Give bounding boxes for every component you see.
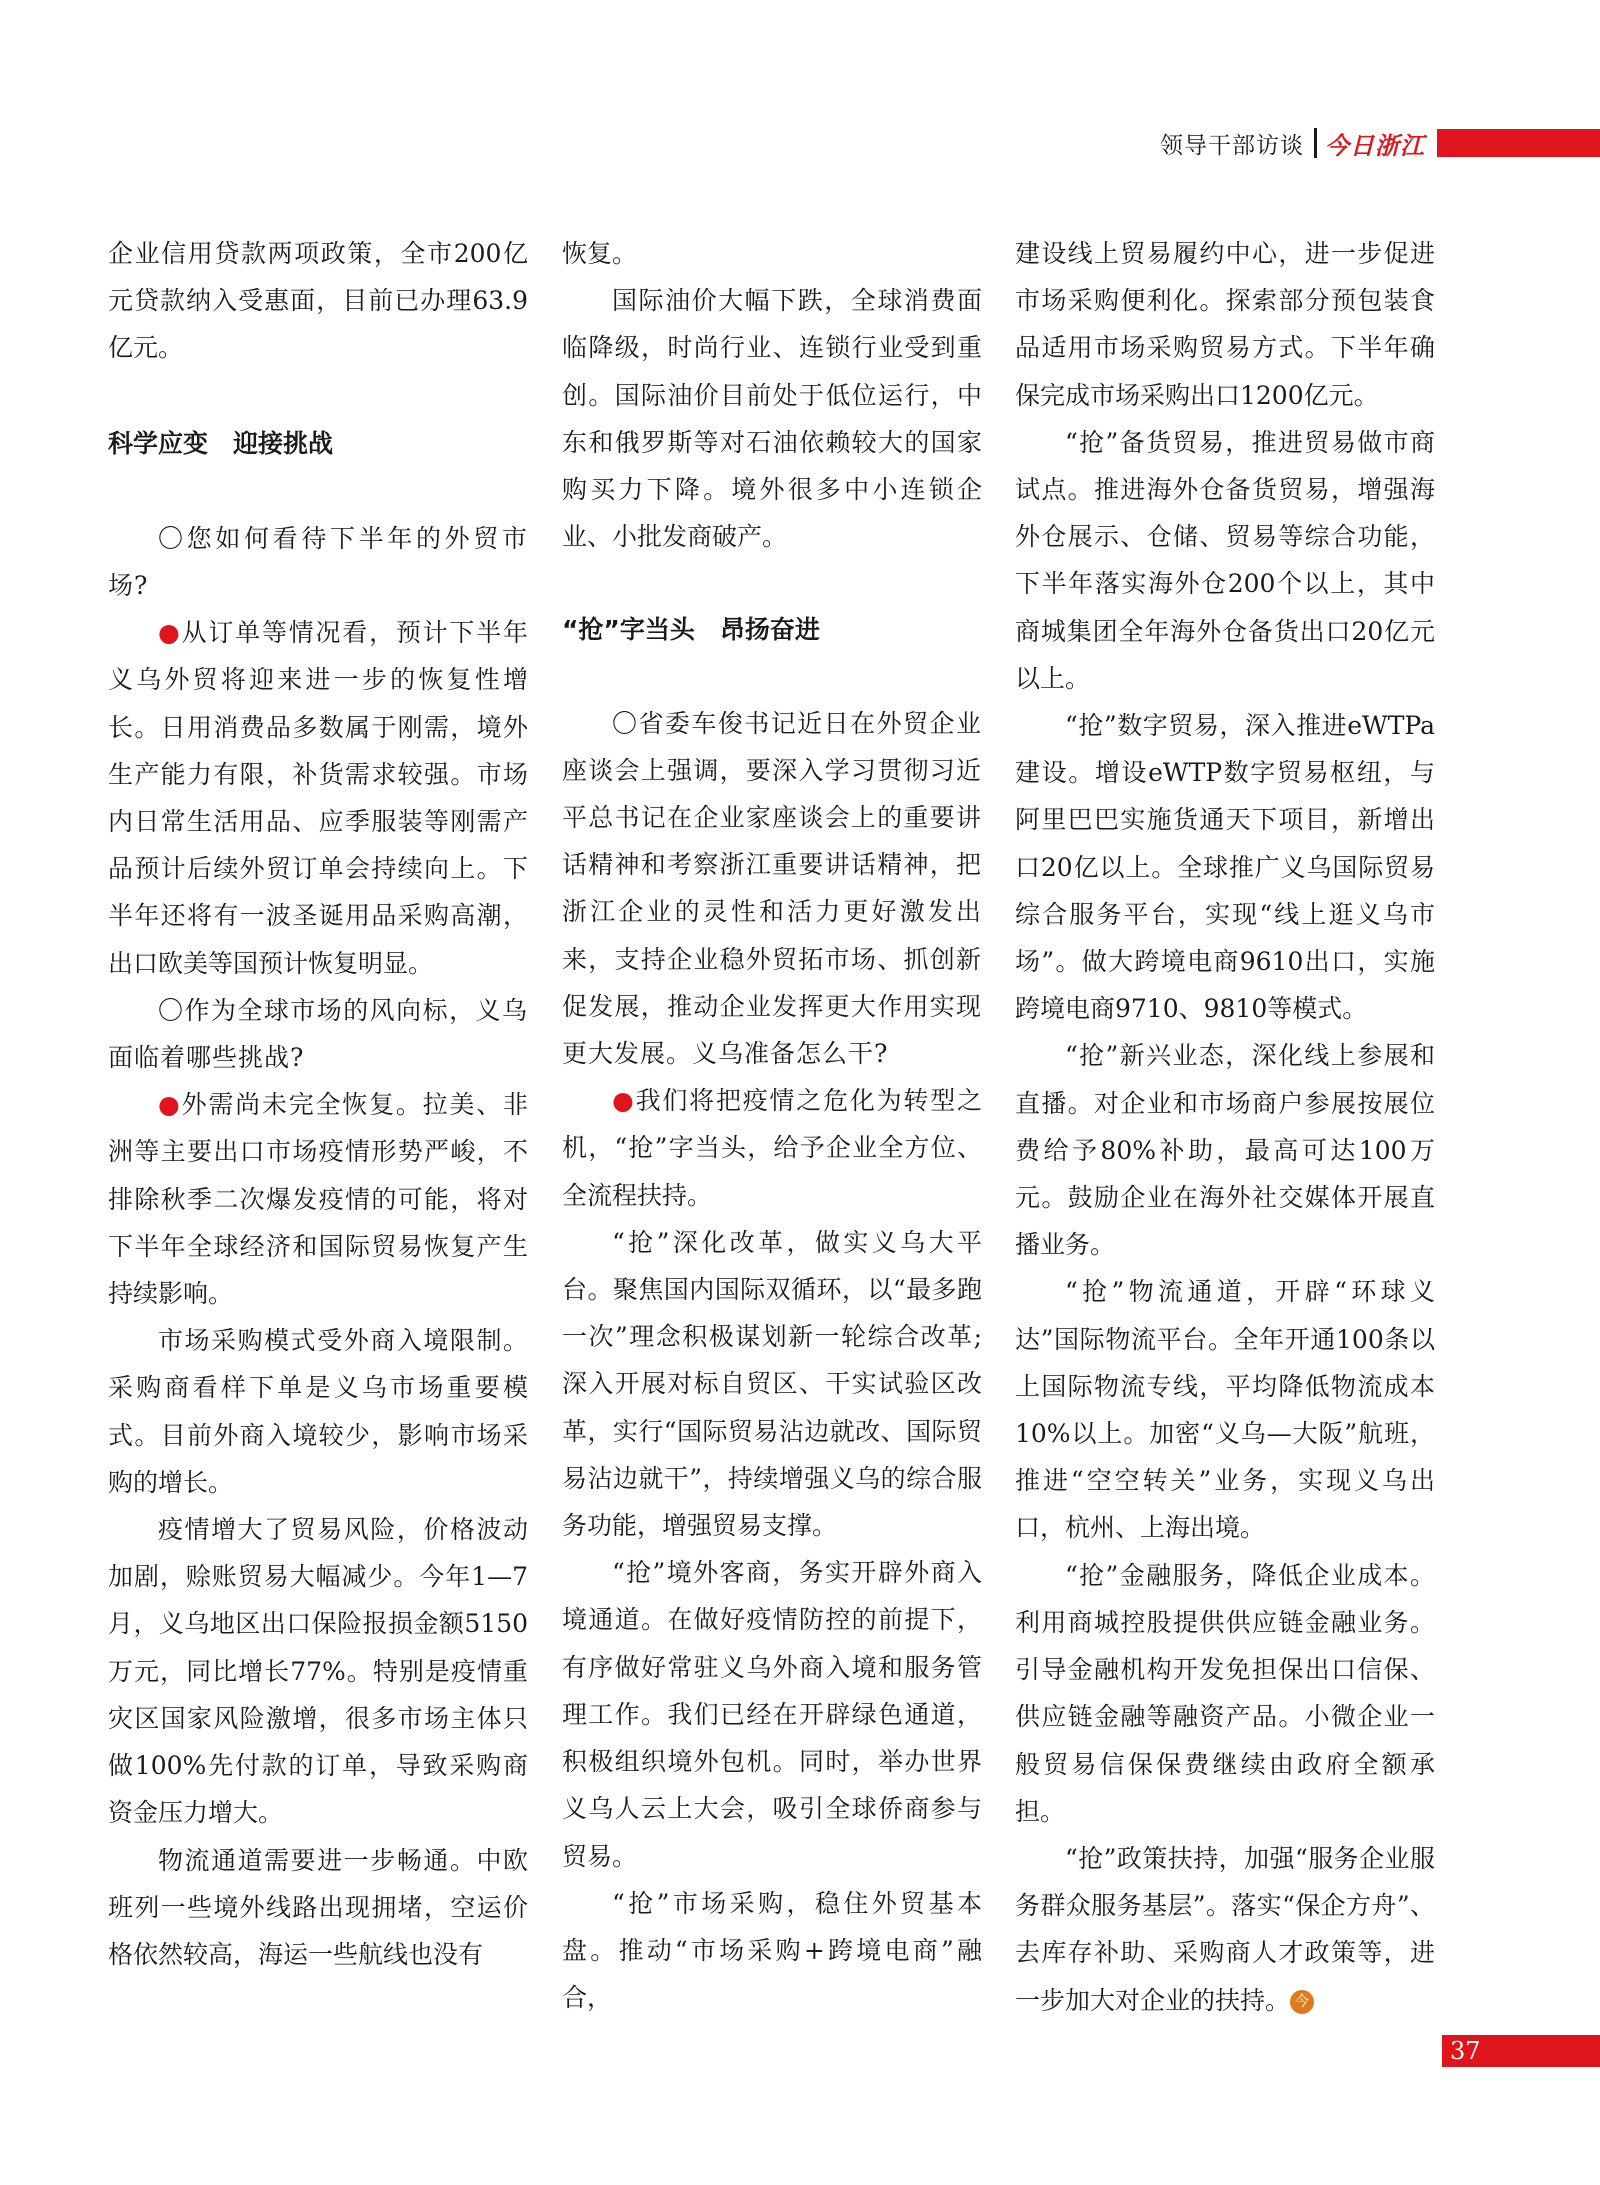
- page-number: 37: [1450, 2037, 1481, 2065]
- section-heading: 科学应变 迎接挑战: [108, 428, 334, 458]
- paragraph-text: “抢”政策扶持，加强“服务企业服务群众服务基层”。落实“保企方舟”、去库存补助、采购商人才政策等，进一步加大对企业的扶持。: [1015, 1843, 1435, 2015]
- column-1: [108, 230, 528, 1978]
- paragraph: “抢”备货贸易，推进贸易做市商试点。推进海外仓备货贸易，增强海外仓展示、仓储、贸易等综合功能，下半年落实海外仓200个以上，其中商城集团全年海外仓备货出口20亿元以上。: [1015, 427, 1435, 693]
- paragraph: 物流通道需要进一步畅通。中欧班列一些境外线路出现拥堵，空运价格依然较高，海运一些航线也没有: [108, 1845, 528, 1969]
- paragraph: “抢”新兴业态，深化线上参展和直播。对企业和市场商户参展按展位费给予80%补助，最高可达100万元。鼓励企业在海外社交媒体开展直播业务。: [1015, 1041, 1435, 1260]
- header-red-bar: [1437, 129, 1600, 157]
- paragraph: “抢”境外客商，务实开辟外商入境通道。在做好疫情防控的前提下，有序做好常驻义乌外商入境和服务管理工作。我们已经在开辟绿色通道，积极组织境外包机。同时，举办世界义乌人云上大会，吸引全球侨商参与贸易。: [562, 1558, 982, 1871]
- paragraph: “抢”金融服务，降低企业成本。利用商城控股提供供应链金融业务。引导金融机构开发免担保出口信保、供应链金融等融资产品。小微企业一般贸易信保保费继续由政府全额承担。: [1015, 1560, 1435, 1826]
- header-divider: [1314, 128, 1317, 158]
- paragraph: 市场采购模式受外商入境限制。采购商看样下单是义乌市场重要模式。目前外商入境较少，影响市场采购的增长。: [108, 1326, 528, 1497]
- paragraph: 恢复。: [562, 239, 638, 268]
- article-end-icon: 今: [1290, 1990, 1314, 2014]
- paragraph: 国际油价大幅下跌，全球消费面临降级，时尚行业、连锁行业受到重创。国际油价目前处于低位运行，中东和俄罗斯等对石油依赖较大的国家购买力下降。境外很多中小连锁企业、小批发商破产。: [562, 286, 982, 552]
- answer-text: 我们将把疫情之危化为转型之机，“抢”字当头，给予企业全方位、全流程扶持。: [562, 1086, 982, 1210]
- paragraph: “抢”物流通道，开辟“环球义达”国际物流平台。全年开通100条以上国际物流专线，平均降低物流成本10%以上。加密“义乌—大阪”航班，推进“空空转关”业务，实现义乌出口，杭州、上海出境。: [1015, 1277, 1435, 1543]
- paragraph: “抢”数字贸易，深入推进eWTPa建设。增设eWTP数字贸易枢纽，与阿里巴巴实施货通天下项目，新增出口20亿以上。全球推广义乌国际贸易综合服务平台，实现“线上逛义乌市场”。做大跨境电商9610出口，实施跨境电商9710、9810等模式。: [1015, 711, 1435, 1024]
- column-3: [1015, 230, 1435, 2024]
- paragraph: [1015, 1835, 1435, 2024]
- interview-answer: [108, 609, 528, 987]
- paragraph: 疫情增大了贸易风险，价格波动加剧，赊账贸易大幅减少。今年1—7月，义乌地区出口保险报损金额5150万元，同比增长77%。特别是疫情重灾区国家风险激增，很多市场主体只做100%先付款的订单，导致采购商资金压力增大。: [108, 1515, 528, 1828]
- section-label: 领导干部访谈: [1160, 132, 1304, 159]
- column-2: [562, 230, 982, 2021]
- interview-question: 〇您如何看待下半年的外贸市场?: [108, 523, 528, 601]
- running-header: [1160, 126, 1600, 160]
- interview-question: 〇作为全球市场的风向标，义乌面临着哪些挑战?: [108, 995, 528, 1073]
- paragraph: 企业信用贷款两项政策，全市200亿元贷款纳入受惠面，目前已办理63.9亿元。: [108, 239, 528, 363]
- page-number-bar: [1442, 2035, 1600, 2067]
- interview-answer: [562, 1077, 982, 1219]
- paragraph: “抢”深化改革，做实义乌大平台。聚焦国内国际双循环，以“最多跑一次”理念积极谋划新一轮综合改革;深入开展对标自贸区、干实试验区改革，实行“国际贸易沾边就改、国际贸易沾边就干”，持续增强义乌的综合服务功能，增强贸易支撑。: [562, 1227, 982, 1541]
- interview-question: 〇省委车俊书记近日在外贸企业座谈会上强调，要深入学习贯彻习近平总书记在企业家座谈会上的重要讲话精神和考察浙江重要讲话精神，把浙江企业的灵性和活力更好激发出来，支持企业稳外贸拓市场、抓创新促发展，推动企业发挥更大作用实现更大发展。义乌准备怎么干?: [562, 708, 982, 1069]
- interview-answer: [108, 1081, 528, 1317]
- magazine-logo: 今日浙江: [1325, 130, 1425, 160]
- paragraph: “抢”市场采购，稳住外贸基本盘。推动“市场采购+跨境电商”融合，: [562, 1888, 982, 2013]
- answer-text: 从订单等情况看，预计下半年义乌外贸将迎来进一步的恢复性增长。日用消费品多数属于刚需，境外生产能力有限，补货需求较强。市场内日常生活用品、应季服装等刚需产品预计后续外贸订单会持续向上。下半年还将有一波圣诞用品采购高潮，出口欧美等国预计恢复明显。: [108, 618, 528, 978]
- section-heading: “抢”字当头 昂扬奋进: [562, 615, 820, 645]
- answer-bullet-icon: ●: [612, 1086, 636, 1116]
- paragraph: 建设线上贸易履约中心，进一步促进市场采购便利化。探索部分预包装食品适用市场采购贸易方式。下半年确保完成市场采购出口1200亿元。: [1015, 239, 1435, 410]
- answer-bullet-icon: ●: [158, 618, 182, 648]
- answer-text: 外需尚未完全恢复。拉美、非洲等主要出口市场疫情形势严峻，不排除秋季二次爆发疫情的可能，将对下半年全球经济和国际贸易恢复产生持续影响。: [108, 1090, 528, 1309]
- answer-bullet-icon: ●: [158, 1090, 182, 1120]
